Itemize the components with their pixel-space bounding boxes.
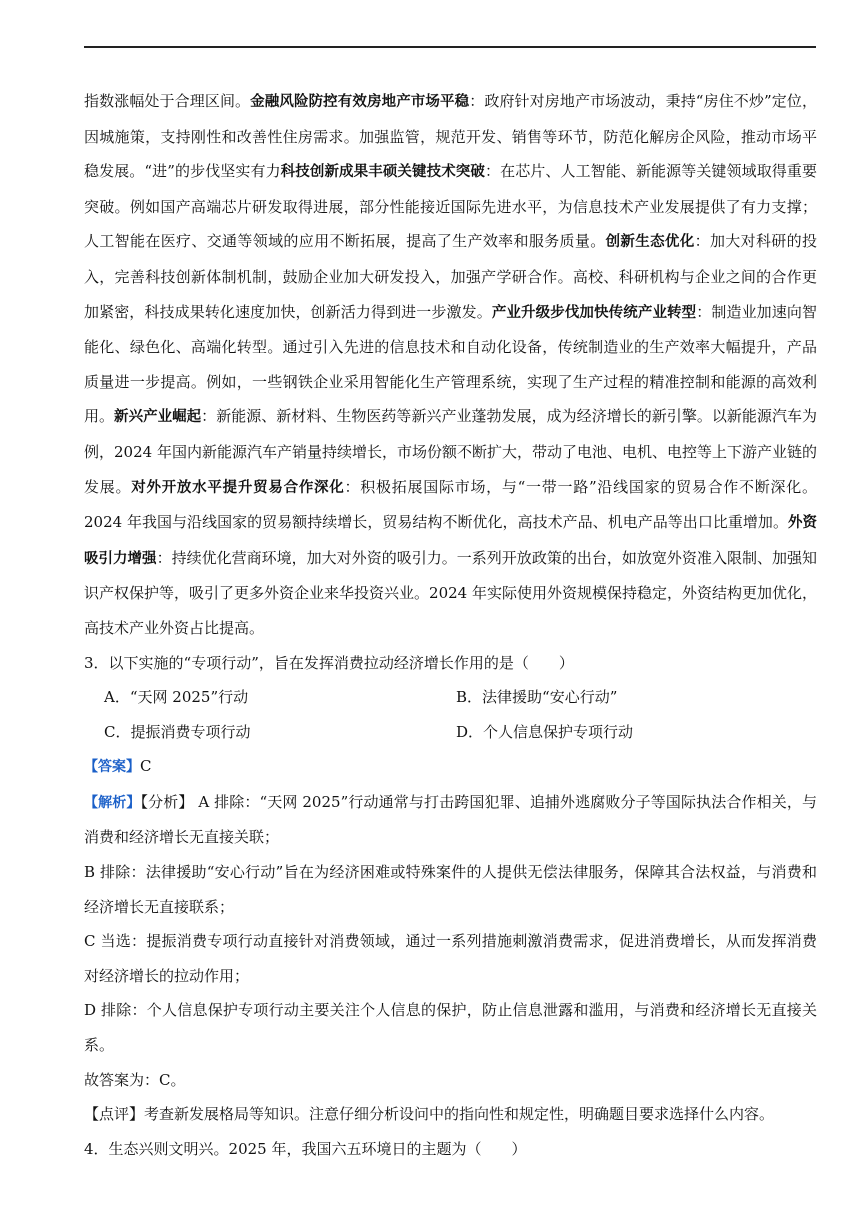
analysis-option-d: D 排除：个人信息保护专项行动主要关注个人信息的保护，防止信息泄露和滥用，与消费和经济增长无直接关系。	[84, 1001, 817, 1055]
bold-heading-emerging: 新兴产业崛起	[114, 409, 202, 426]
analysis-option-b: B 排除：法律援助“安心行动”旨在为经济困难或特殊案件的人提供无偿法律服务，保障其合法权益，与消费和经济增长无直接联系；	[84, 863, 817, 916]
analysis-tag: 【解析】	[84, 794, 141, 811]
document-body	[84, 84, 817, 1166]
comment-tag: 【点评】	[84, 1105, 145, 1124]
option-c: C．提振消费专项行动	[104, 722, 251, 741]
conclusion-line: 故答案为：C。	[84, 1070, 186, 1089]
intro-paragraph	[84, 84, 817, 646]
intro-text-2: ：政府针对房地产市场波动，秉持“房住不炒”定位，因城施策，支持刚性和改善性住房需求。加强监管，规范开发、销售等环节，防范化解房企风险，推动市场平稳发展。“进”的步伐坚实有力	[84, 92, 817, 181]
bold-heading-innovation: 创新生态优化	[605, 234, 695, 251]
bold-heading-opening: 对外开放水平提升贸易合作深化	[131, 479, 345, 496]
option-a: A．“天网 2025”行动	[104, 688, 249, 707]
intro-text-3: ：在芯片、人工智能、新能源等关键领域取得重要突破。例如国产高端芯片研发取得进展，部分性能接近国际先进水平，为信息技术产业发展提供了有力支撑；人工智能在医疗、交通等领域的应用不断拓展，提高了生产效率和服务质量。	[84, 162, 817, 251]
answer-value: C	[140, 757, 152, 776]
question-3-options	[84, 680, 817, 749]
intro-text-1: 指数涨幅处于合理区间。	[84, 92, 251, 110]
answer-line	[84, 749, 817, 785]
analysis-head: 【分析】 A 排除：“天网 2025”行动通常与打击跨国犯罪、追捕外逃腐败分子等国际执法合作相关，与消费和经济增长无直接关联；	[84, 792, 818, 847]
analysis-option-c: C 当选：提振消费专项行动直接针对消费领域，通过一系列措施刺激消费需求，促进消费增长，从而发挥消费对经济增长的拉动作用；	[84, 932, 817, 985]
question-4-stem: 4．生态兴则文明兴。2025 年，我国六五环境日的主题为（ ）	[84, 1139, 527, 1158]
bold-heading-industry: 产业升级步伐加快传统产业转型	[491, 304, 697, 321]
intro-text-8: ：持续优化营商环境，加大对外资的吸引力。一系列开放政策的出台，如放宽外资准入限制、加强知识产权保护等，吸引了更多外资企业来华投资兴业。2024 年实际使用外资规模保持稳定，外资结构更加优化，高技术产业外资占比提高。	[84, 548, 818, 637]
option-d: D．个人信息保护专项行动	[456, 722, 634, 741]
intro-text-7: ：积极拓展国际市场，与“一带一路”沿线国家的贸易合作不断深化。2024 年我国与沿线国家的贸易额持续增长，贸易结构不断优化，高技术产品、机电产品等出口比重增加。	[84, 477, 817, 532]
answer-tag: 【答案】	[84, 759, 140, 776]
question-3-stem: 3．以下实施的“专项行动”，旨在发挥消费拉动经济增长作用的是（ ）	[84, 653, 574, 672]
intro-text-6: ：新能源、新材料、生物医药等新兴产业蓬勃发展，成为经济增长的新引擎。以新能源汽车为例，2024 年国内新能源汽车产销量持续增长，市场份额不断扩大，带动了电池、电机、电控等上下游产业链的发展。	[84, 407, 817, 496]
intro-text-5: ：制造业加速向智能化、绿色化、高端化转型。通过引入先进的信息技术和自动化设备，传统制造业的生产效率大幅提升，产品质量进一步提高。例如，一些钢铁企业采用智能化生产管理系统，实现了生产过程的精准控制和能源的高效利用。	[84, 302, 817, 426]
option-b: B．法律援助“安心行动”	[456, 688, 618, 707]
analysis-paragraph	[84, 785, 817, 855]
bold-heading-tech: 科技创新成果丰硕关键技术突破	[280, 164, 485, 181]
bold-heading-finance: 金融风险防控有效房地产市场平稳	[250, 94, 470, 110]
header-rule	[84, 46, 816, 48]
comment-text: 考查新发展格局等知识。注意仔细分析设问中的指向性和规定性，明确题目要求选择什么内容。	[144, 1105, 775, 1124]
comment-line	[84, 1097, 817, 1132]
bold-heading-foreign-investment: 外资吸引力增强	[84, 515, 818, 567]
intro-text-4: ：加大对科研的投入，完善科技创新体制机制，鼓励企业加大研发投入，加强产学研合作。高校、科研机构与企业之间的合作更加紧密，科技成果转化速度加快，创新活力得到进一步激发。	[84, 232, 817, 321]
